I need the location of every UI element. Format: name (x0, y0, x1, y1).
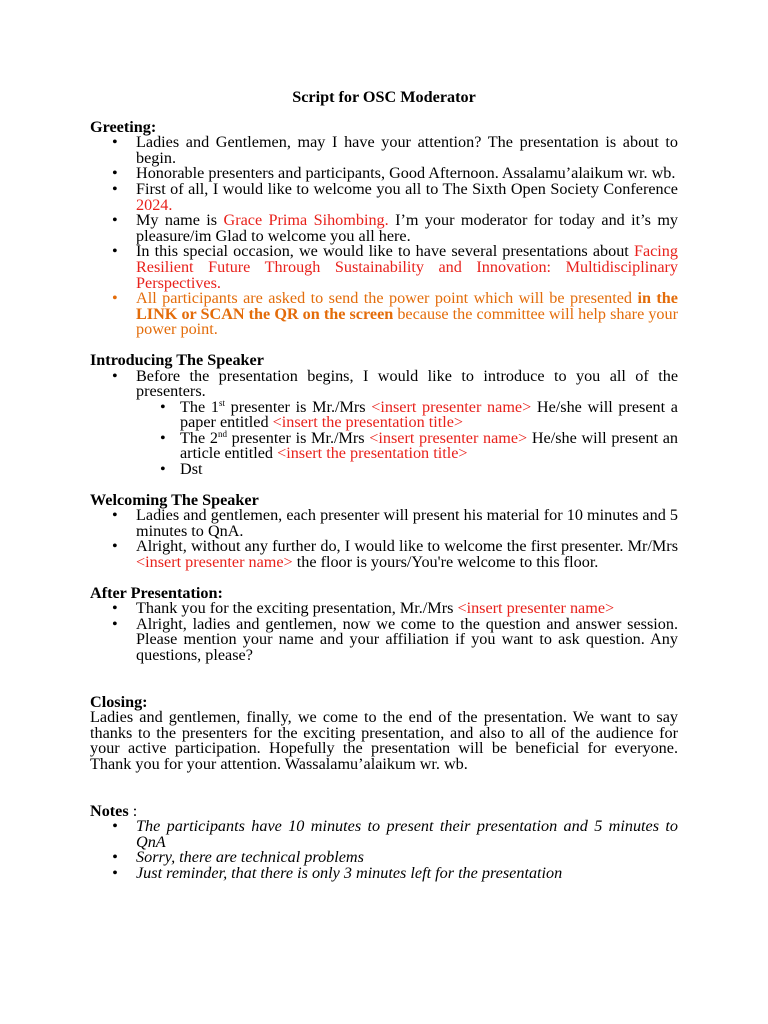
greeting-item-moderator: • My name is Grace Prima Sihombing. I’m your moderator for today and it’s my pleasure/im Glad to welcome you all here. (90, 213, 678, 244)
after-section (90, 583, 678, 664)
presenter-item-1: • The 1st presenter is Mr./Mrs <insert presenter name> He/she will present a paper entitled <insert the presentation title> (136, 400, 678, 431)
presenter-item-2: • The 2nd presenter is Mr./Mrs <insert presenter name> He/she will present an article entitled <insert the presentation title> (136, 431, 678, 462)
introducing-heading: Introducing The Speaker (90, 350, 264, 369)
presenter-item-dst: • Dst (136, 462, 678, 478)
document-title: Script for OSC Moderator (292, 88, 476, 106)
introducing-section (90, 350, 679, 479)
greeting-heading: Greeting: (90, 117, 157, 136)
note-item: • The participants have 10 minutes to present their presentation and 5 minutes to QnA (90, 819, 678, 850)
conference-theme: Facing Resilient Future Through Sustainability and Innovation: Multidisciplinary Perspectives. (136, 242, 678, 292)
note-item: • Just reminder, that there is only 3 minutes left for the presentation (90, 866, 678, 882)
greeting-item-powerpoint: • All participants are asked to send the power point which will be presented in the LINK or SCAN the QR on the screen because the committee will help share your power point. (90, 291, 678, 338)
introducing-item: • Before the presentation begins, I would like to introduce to you all of the presenters. • The 1st presenter is Mr./Mrs <insert presenter name> He/she will present a paper entitled <insert the presentation title> • The 2nd presenter is Mr./Mrs <insert presenter name> He/she will present an article entitled <insert the presentation title> • Dst (90, 369, 678, 478)
welcoming-item-time: • Ladies and gentlemen, each presenter will present his material for 10 minutes and 5 minutes to QnA. (90, 508, 678, 539)
presentation-title-placeholder: <insert the presentation title> (272, 413, 464, 432)
closing-text: Ladies and gentlemen, finally, we come to the end of the presentation. We want to say thanks to the presenters for the exciting presentation, and also to all of the audience for your active participation. Hopefully the presentation will be beneficial for everyone. Thank you for your attention. Wassalamu’alaikum wr. wb. (90, 708, 678, 773)
presenter-name-placeholder: <insert presenter name> (371, 397, 532, 416)
presentation-title-placeholder: <insert the presentation title> (277, 444, 468, 463)
notes-list (90, 819, 678, 881)
closing-section (90, 692, 678, 773)
notes-section (90, 801, 678, 882)
after-list (90, 601, 678, 663)
greeting-item-attention: • Ladies and Gentlemen, may I have your attention? The presentation is about to begin. (90, 135, 678, 166)
notes-heading: Notes (90, 801, 129, 820)
note-item: • Sorry, there are technical problems (90, 850, 678, 866)
welcoming-section (90, 490, 678, 572)
greeting-item-salutation: • Honorable presenters and participants, Good Afternoon. Assalamu’alaikum wr. wb. (90, 166, 678, 182)
greeting-list (90, 135, 678, 338)
closing-heading: Closing: (90, 692, 148, 711)
welcoming-list (90, 508, 678, 570)
presenter-name-placeholder: <insert presenter name> (457, 599, 615, 618)
presenter-list (136, 397, 679, 479)
after-item-thanks: • Thank you for the exciting presentation, Mr./Mrs <insert presenter name> (90, 601, 678, 617)
welcoming-heading: Welcoming The Speaker (90, 490, 259, 509)
link-qr-instruction: in the LINK or SCAN the QR on the screen (136, 289, 678, 323)
moderator-name: Grace Prima Sihombing. (223, 211, 389, 230)
notes-heading-line: Notes : (90, 801, 138, 820)
conference-year: 2024. (136, 195, 173, 214)
presenter-name-placeholder: <insert presenter name> (369, 428, 528, 447)
welcoming-item-first: • Alright, without any further do, I would like to welcome the first presenter. Mr/Mrs <insert presenter name> the floor is yours/You're welcome to this floor. (90, 539, 678, 570)
after-item-qna: • Alright, ladies and gentlemen, now we come to the question and answer session. Please mention your name and your affiliation if you want to ask question. Any questions, please? (90, 617, 678, 664)
greeting-item-theme: • In this special occasion, we would like to have several presentations about Facing Resilient Future Through Sustainability and Innovation: Multidisciplinary Perspectives. (90, 244, 678, 291)
presenter-name-placeholder: <insert presenter name> (136, 553, 293, 572)
greeting-section (90, 117, 679, 339)
after-heading: After Presentation: (90, 583, 223, 602)
introducing-list (90, 366, 679, 479)
greeting-item-welcome: • First of all, I would like to welcome you all to The Sixth Open Society Conference 2024. (90, 182, 678, 213)
document-page (90, 90, 678, 882)
